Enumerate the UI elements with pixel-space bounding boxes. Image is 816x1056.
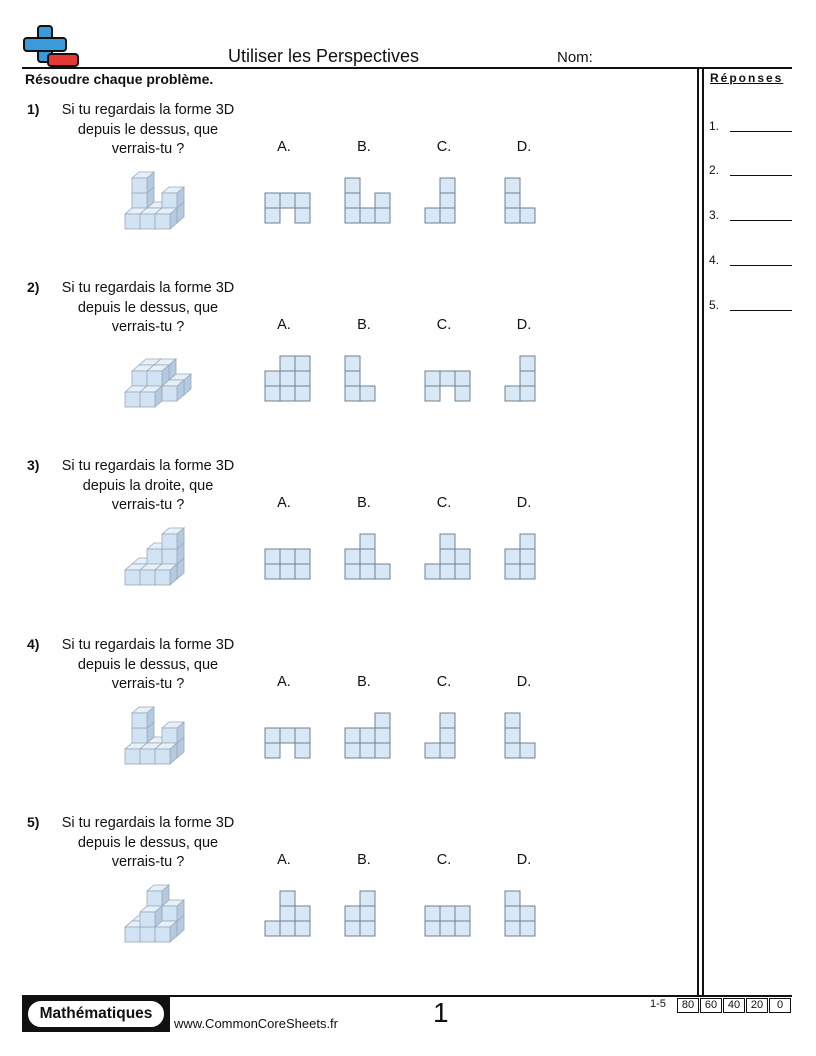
problem-number: 2): [27, 279, 40, 295]
view-square: [280, 193, 295, 208]
view-square: [345, 386, 360, 401]
question-line: verrais-tu ?: [111, 676, 185, 692]
view-square: [375, 564, 390, 579]
view-square: [505, 921, 520, 936]
view-square: [440, 193, 455, 208]
view-square: [295, 549, 310, 564]
view-square: [280, 564, 295, 579]
option-label: B.: [357, 139, 371, 155]
view-square: [280, 906, 295, 921]
option-label: D.: [516, 674, 532, 690]
option-label: C.: [436, 317, 452, 333]
view-square: [375, 728, 390, 743]
header-divider: [22, 67, 792, 69]
problem-number: 4): [27, 636, 40, 652]
view-square: [440, 906, 455, 921]
option-label: A.: [277, 852, 291, 868]
view-square: [360, 386, 375, 401]
question-line: Si tu regardais la forme 3D: [61, 815, 235, 831]
score-box: 40: [723, 998, 745, 1013]
question-line: depuis le dessus, que: [77, 299, 219, 316]
view-square: [440, 713, 455, 728]
question-line: verrais-tu ?: [111, 497, 185, 513]
view-square: [280, 549, 295, 564]
view-square: [520, 534, 535, 549]
view-square: [360, 208, 375, 223]
cube: [155, 743, 177, 764]
view-square: [505, 178, 520, 193]
view-square: [345, 178, 360, 193]
view-square: [425, 921, 440, 936]
view-square: [345, 921, 360, 936]
problem-question: [53, 636, 243, 695]
question-line: depuis la droite, que: [82, 477, 214, 494]
3d-shape-figure: [115, 349, 195, 424]
option-label: D.: [516, 495, 532, 511]
view-square: [505, 193, 520, 208]
option-b-view: [344, 890, 376, 942]
question-line: depuis le dessus, que: [77, 656, 219, 673]
view-square: [295, 728, 310, 743]
problem-question: [53, 814, 243, 873]
view-square: [265, 193, 280, 208]
view-square: [440, 208, 455, 223]
view-square: [280, 728, 295, 743]
score-box: 80: [677, 998, 699, 1013]
3d-shape-figure: [115, 171, 195, 246]
view-square: [295, 921, 310, 936]
answer-number: 5.: [709, 298, 720, 312]
view-square: [280, 891, 295, 906]
option-c-view: [424, 533, 471, 585]
view-square: [520, 921, 535, 936]
cube: [140, 386, 162, 407]
option-d-view: [504, 355, 536, 407]
option-c-view: [424, 177, 456, 229]
answer-field-2[interactable]: [709, 163, 794, 181]
view-square: [295, 564, 310, 579]
cube: [132, 707, 154, 728]
cube: [162, 187, 184, 208]
answer-number: 4.: [709, 253, 720, 267]
answer-number: 1.: [709, 119, 720, 133]
problem-question: [53, 101, 243, 160]
view-square: [345, 371, 360, 386]
view-square: [425, 743, 440, 758]
view-square: [345, 906, 360, 921]
view-square: [455, 371, 470, 386]
option-label: B.: [357, 674, 371, 690]
question-line: verrais-tu ?: [111, 854, 185, 870]
cube: [147, 365, 169, 386]
view-square: [505, 386, 520, 401]
3d-shape-figure: [115, 527, 195, 602]
view-square: [425, 371, 440, 386]
view-square: [520, 371, 535, 386]
view-square: [455, 386, 470, 401]
view-square: [455, 921, 470, 936]
answer-field-5[interactable]: [709, 298, 794, 316]
problem-number: 3): [27, 457, 40, 473]
option-a-view: [264, 548, 311, 585]
option-d-view: [504, 712, 536, 764]
view-square: [440, 534, 455, 549]
view-square: [280, 386, 295, 401]
view-square: [265, 371, 280, 386]
view-square: [425, 386, 440, 401]
question-line: depuis le dessus, que: [77, 121, 219, 138]
view-square: [345, 208, 360, 223]
option-d-view: [504, 177, 536, 229]
view-square: [375, 713, 390, 728]
view-square: [345, 564, 360, 579]
view-square: [280, 371, 295, 386]
view-square: [520, 208, 535, 223]
question-line: Si tu regardais la forme 3D: [61, 458, 235, 474]
view-square: [505, 549, 520, 564]
view-square: [375, 193, 390, 208]
problem-question: [53, 457, 243, 516]
option-label: C.: [436, 852, 452, 868]
3d-shape-figure: [115, 884, 195, 959]
problem-3: [25, 457, 685, 627]
option-b-view: [344, 177, 391, 229]
option-label: A.: [277, 317, 291, 333]
answer-field-4[interactable]: [709, 253, 794, 271]
question-line: verrais-tu ?: [111, 141, 185, 157]
page-title: Utiliser les Perspectives: [228, 46, 420, 66]
view-square: [505, 208, 520, 223]
name-label: Nom:: [557, 49, 593, 66]
view-square: [360, 906, 375, 921]
view-square: [505, 891, 520, 906]
view-square: [440, 921, 455, 936]
option-label: D.: [516, 317, 532, 333]
answer-field-1[interactable]: [709, 119, 794, 137]
option-b-view: [344, 355, 376, 407]
view-square: [295, 743, 310, 758]
cube: [140, 906, 162, 927]
answer-number: 2.: [709, 163, 720, 177]
view-square: [265, 549, 280, 564]
cube: [132, 172, 154, 193]
instructions: Résoudre chaque problème.: [25, 71, 214, 87]
answer-number: 3.: [709, 208, 720, 222]
view-square: [520, 743, 535, 758]
question-line: depuis le dessus, que: [77, 834, 219, 851]
view-square: [505, 564, 520, 579]
view-square: [295, 906, 310, 921]
view-square: [265, 728, 280, 743]
problem-question: [53, 279, 243, 338]
option-a-view: [264, 192, 311, 229]
question-line: Si tu regardais la forme 3D: [61, 637, 235, 653]
answers-title: Réponses: [710, 71, 784, 85]
view-square: [360, 921, 375, 936]
view-square: [505, 743, 520, 758]
view-square: [345, 549, 360, 564]
view-square: [440, 728, 455, 743]
view-square: [505, 713, 520, 728]
cube: [155, 208, 177, 229]
option-d-view: [504, 890, 536, 942]
view-square: [520, 386, 535, 401]
view-square: [520, 564, 535, 579]
view-square: [455, 564, 470, 579]
option-a-view: [264, 355, 311, 407]
view-square: [520, 549, 535, 564]
score-box: 60: [700, 998, 722, 1013]
cube: [162, 722, 184, 743]
view-square: [520, 906, 535, 921]
problem-number: 1): [27, 101, 40, 117]
view-square: [455, 906, 470, 921]
view-square: [425, 906, 440, 921]
3d-shape-figure: [115, 706, 195, 781]
option-d-view: [504, 533, 536, 585]
cube: [155, 564, 177, 585]
question-line: Si tu regardais la forme 3D: [61, 280, 235, 296]
view-square: [295, 193, 310, 208]
view-square: [440, 743, 455, 758]
view-square: [440, 549, 455, 564]
website-link[interactable]: www.CommonCoreSheets.fr: [174, 1016, 338, 1031]
answer-column-divider-2: [702, 68, 704, 996]
score-box: 20: [746, 998, 768, 1013]
view-square: [440, 371, 455, 386]
cube: [162, 528, 184, 549]
view-square: [265, 386, 280, 401]
option-b-view: [344, 533, 391, 585]
option-c-view: [424, 712, 456, 764]
subject-badge: Mathématiques: [26, 999, 166, 1029]
option-label: B.: [357, 852, 371, 868]
option-c-view: [424, 370, 471, 407]
view-square: [345, 193, 360, 208]
option-label: B.: [357, 317, 371, 333]
option-label: A.: [277, 139, 291, 155]
view-square: [295, 386, 310, 401]
option-a-view: [264, 727, 311, 764]
view-square: [360, 728, 375, 743]
view-square: [295, 356, 310, 371]
page-number: 1: [433, 997, 449, 1028]
question-line: verrais-tu ?: [111, 319, 185, 335]
option-label: D.: [516, 139, 532, 155]
answer-field-3[interactable]: [709, 208, 794, 226]
view-square: [440, 564, 455, 579]
question-line: Si tu regardais la forme 3D: [61, 102, 235, 118]
view-square: [295, 208, 310, 223]
view-square: [360, 743, 375, 758]
problem-2: [25, 279, 685, 449]
view-square: [360, 891, 375, 906]
view-square: [360, 564, 375, 579]
option-label: A.: [277, 674, 291, 690]
view-square: [425, 208, 440, 223]
option-label: A.: [277, 495, 291, 511]
problem-5: [25, 814, 685, 984]
option-label: C.: [436, 495, 452, 511]
option-label: D.: [516, 852, 532, 868]
logo-plus-minus-icon: [22, 24, 80, 70]
option-a-view: [264, 890, 311, 942]
problem-1: [25, 101, 685, 271]
view-square: [345, 728, 360, 743]
cube: [147, 885, 169, 906]
view-square: [375, 743, 390, 758]
view-square: [345, 356, 360, 371]
view-square: [455, 549, 470, 564]
problem-number: 5): [27, 814, 40, 830]
view-square: [360, 534, 375, 549]
answer-column-divider: [697, 68, 699, 996]
view-square: [280, 356, 295, 371]
view-square: [345, 743, 360, 758]
option-label: B.: [357, 495, 371, 511]
view-square: [295, 371, 310, 386]
view-square: [265, 564, 280, 579]
view-square: [520, 356, 535, 371]
option-c-view: [424, 905, 471, 942]
option-b-view: [344, 712, 391, 764]
problem-4: [25, 636, 685, 806]
view-square: [440, 178, 455, 193]
view-square: [280, 921, 295, 936]
option-label: C.: [436, 139, 452, 155]
view-square: [505, 728, 520, 743]
view-square: [265, 743, 280, 758]
option-label: C.: [436, 674, 452, 690]
view-square: [360, 549, 375, 564]
score-range: 1-5: [650, 998, 666, 1010]
view-square: [425, 564, 440, 579]
view-square: [265, 208, 280, 223]
view-square: [265, 921, 280, 936]
view-square: [505, 906, 520, 921]
view-square: [375, 208, 390, 223]
score-box: 0: [769, 998, 791, 1013]
